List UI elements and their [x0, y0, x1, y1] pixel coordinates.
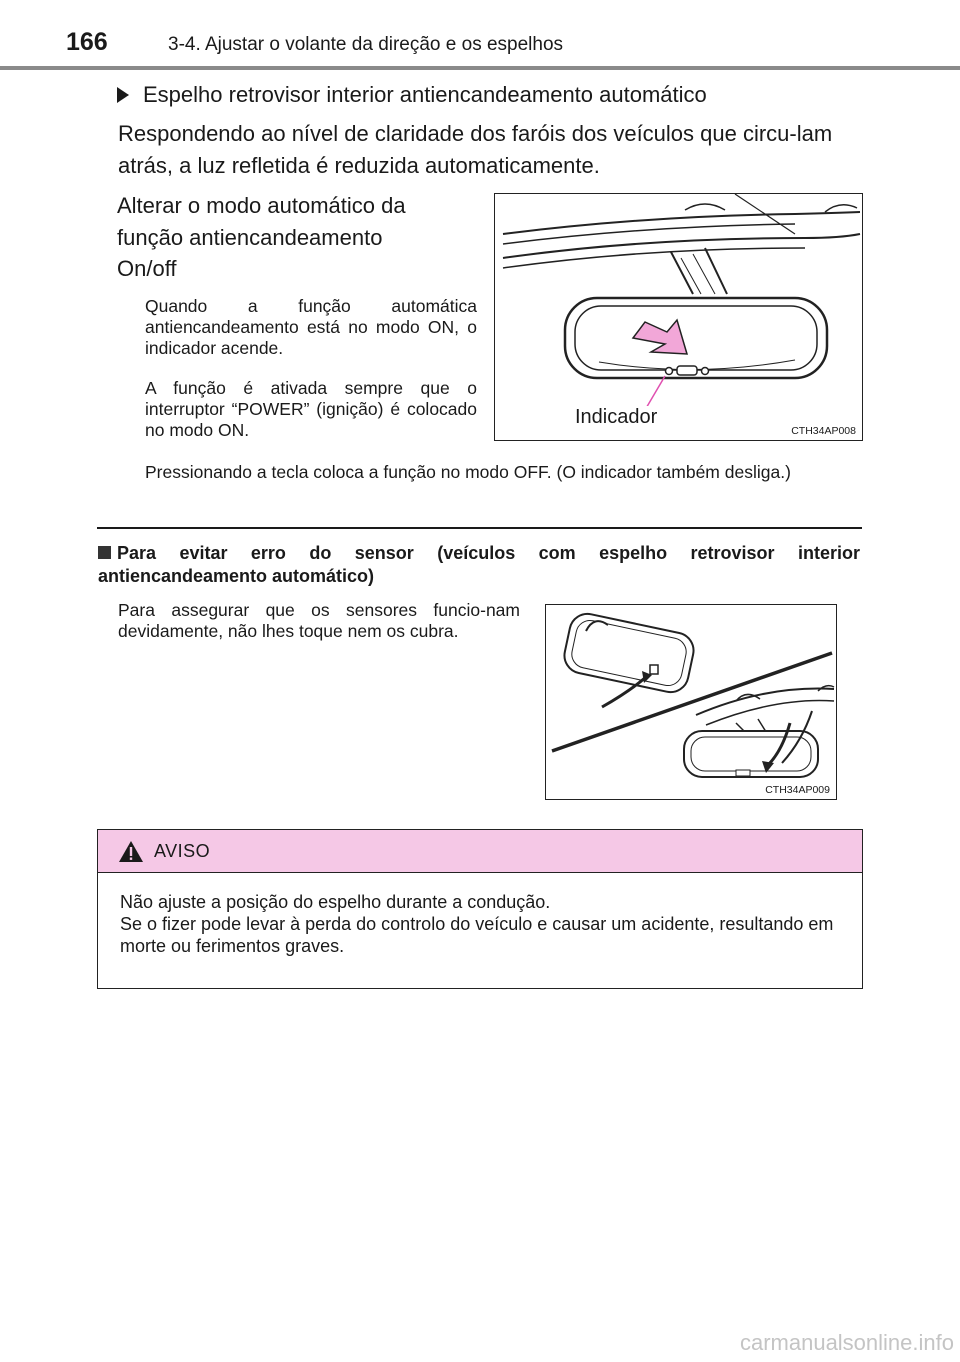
step-subtitle: On/off	[117, 256, 177, 281]
warning-title: AVISO	[154, 840, 211, 861]
step-paragraph-3: Pressionando a tecla coloca a função no modo OFF. (O indicador também desliga.)	[145, 462, 791, 482]
section-divider	[97, 527, 862, 529]
section-title	[117, 82, 707, 108]
header-rule	[0, 66, 960, 70]
figure-code: CTH34AP008	[791, 425, 856, 437]
sensor-figure	[545, 604, 837, 800]
figure-code: CTH34AP009	[765, 784, 830, 796]
step-paragraph-1: Quando a função automática antiencandeamento está no modo ON, o indicador acende.	[145, 296, 477, 358]
mirror-indicator-figure	[494, 193, 863, 441]
indicator-label: Indicador	[575, 406, 658, 428]
square-bullet-icon	[98, 546, 111, 559]
section-title-text: Espelho retrovisor interior antiencandeamento automático	[143, 82, 707, 107]
mirror-indicator-illustration	[495, 194, 862, 440]
note-body: Para assegurar que os sensores funcio-nam devidamente, não lhes toque nem os cubra.	[118, 600, 520, 641]
warning-line-2: Se o fizer pode levar à perda do controlo do veículo e causar um acidente, resultando em morte ou ferimentos graves.	[120, 914, 834, 956]
sensor-illustration	[546, 605, 836, 799]
warning-box	[97, 829, 863, 989]
section-lead: Respondendo ao nível de claridade dos faróis dos veículos que circu-lam atrás, a luz refletida é reduzida automaticamente.	[118, 121, 833, 178]
watermark: carmanualsonline.info	[739, 1330, 954, 1355]
warning-line-1: Não ajuste a posição do espelho durante a condução.	[120, 892, 551, 912]
header-title: 3-4. Ajustar o volante da direção e os espelhos	[168, 34, 564, 55]
warning-triangle-icon	[118, 840, 144, 863]
step-title: Alterar o modo automático da função antiencandeamento	[117, 193, 406, 250]
triangle-bullet-icon	[117, 87, 129, 103]
note-heading	[98, 542, 860, 588]
page-number: 166	[66, 28, 108, 56]
warning-header	[98, 830, 862, 873]
note-heading-text: Para evitar erro do sensor (veículos com espelho retrovisor interior antiencandeamento automático)	[98, 543, 860, 586]
warning-body	[98, 873, 850, 957]
step-paragraph-2: A função é ativada sempre que o interruptor “POWER” (ignição) é colocado no modo ON.	[145, 378, 477, 440]
